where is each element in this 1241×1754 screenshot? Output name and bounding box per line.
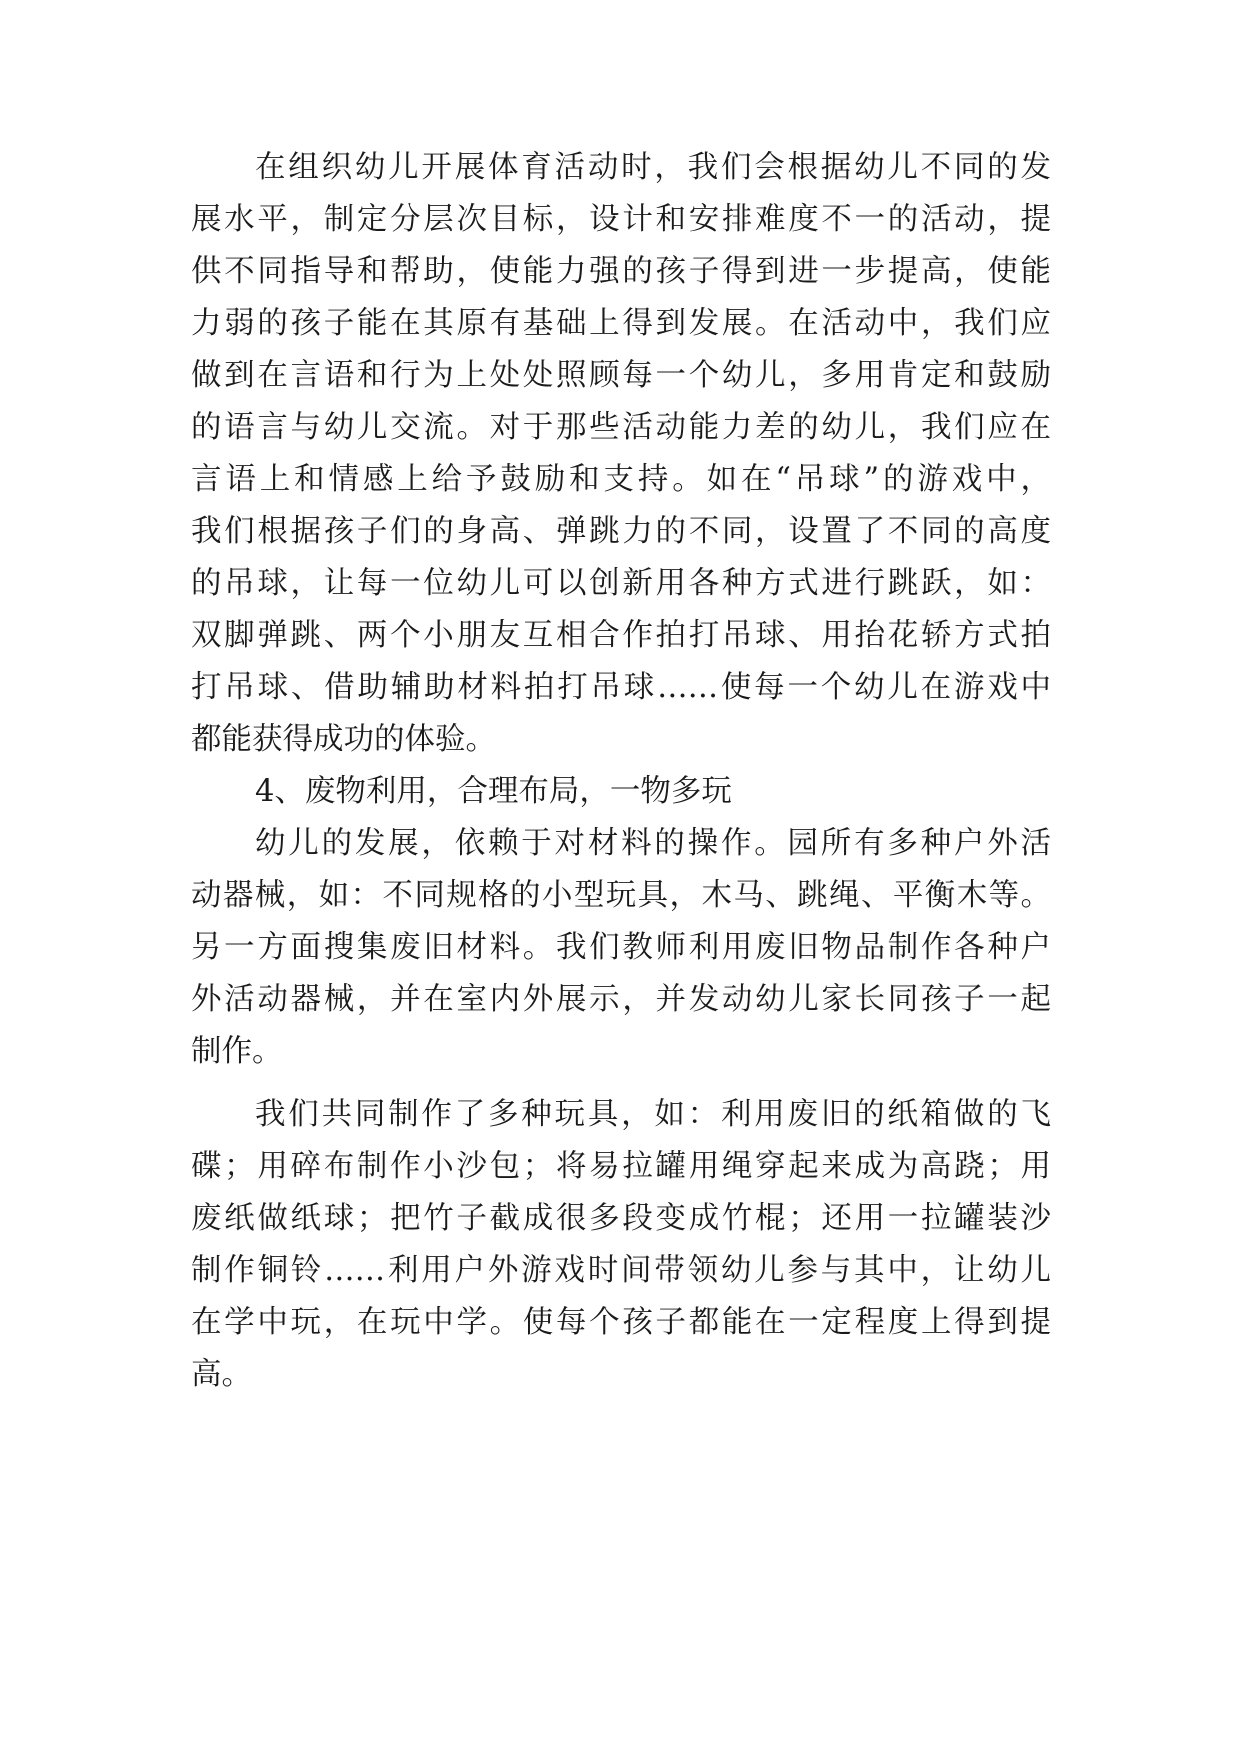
paragraph-1-line-6: 的语言与幼儿交流。对于那些活动能力差的幼儿，我们应在 <box>191 410 1051 445</box>
paragraph-1-line-12: 都能获得成功的体验。 <box>191 722 496 757</box>
section-heading: 4、废物利用，合理布局，一物多玩 <box>255 774 732 809</box>
paragraph-2-line-1: 幼儿的发展，依赖于对材料的操作。园所有多种户外活 <box>255 826 1051 861</box>
paragraph-1-line-3: 供不同指导和帮助，使能力强的孩子得到进一步提高，使能 <box>191 254 1051 289</box>
paragraph-3-line-1: 我们共同制作了多种玩具，如：利用废旧的纸箱做的飞 <box>255 1097 1051 1132</box>
paragraph-1-line-5: 做到在言语和行为上处处照顾每一个幼儿，多用肯定和鼓励 <box>191 358 1051 393</box>
paragraph-2-line-5: 制作。 <box>191 1034 283 1069</box>
paragraph-1-line-8: 我们根据孩子们的身高、弹跳力的不同，设置了不同的高度 <box>191 514 1051 549</box>
paragraph-1-line-10: 双脚弹跳、两个小朋友互相合作拍打吊球、用抬花轿方式拍 <box>191 618 1051 653</box>
paragraph-3-line-2: 碟；用碎布制作小沙包；将易拉罐用绳穿起来成为高跷；用 <box>191 1149 1051 1184</box>
paragraph-1-line-11: 打吊球、借助辅助材料拍打吊球……使每一个幼儿在游戏中 <box>191 670 1051 705</box>
paragraph-2-line-2: 动器械，如：不同规格的小型玩具，木马、跳绳、平衡木等。 <box>191 878 1051 913</box>
paragraph-2-line-3: 另一方面搜集废旧材料。我们教师利用废旧物品制作各种户 <box>191 930 1051 965</box>
paragraph-3-line-3: 废纸做纸球；把竹子截成很多段变成竹棍；还用一拉罐装沙 <box>191 1201 1051 1236</box>
paragraph-1-line-1: 在组织幼儿开展体育活动时，我们会根据幼儿不同的发 <box>255 150 1051 185</box>
paragraph-1-line-9: 的吊球，让每一位幼儿可以创新用各种方式进行跳跃，如： <box>191 566 1051 601</box>
paragraph-2-line-4: 外活动器械，并在室内外展示，并发动幼儿家长同孩子一起 <box>191 982 1051 1017</box>
paragraph-1-line-7: 言语上和情感上给予鼓励和支持。如在“吊球”的游戏中， <box>191 462 1051 497</box>
paragraph-1-line-2: 展水平，制定分层次目标，设计和安排难度不一的活动，提 <box>191 202 1051 237</box>
paragraph-1-line-4: 力弱的孩子能在其原有基础上得到发展。在活动中，我们应 <box>191 306 1051 341</box>
paragraph-3-line-4: 制作铜铃……利用户外游戏时间带领幼儿参与其中，让幼儿 <box>191 1253 1051 1288</box>
paragraph-3-line-6: 高。 <box>191 1357 252 1392</box>
paragraph-3-line-5: 在学中玩，在玩中学。使每个孩子都能在一定程度上得到提 <box>191 1305 1051 1340</box>
